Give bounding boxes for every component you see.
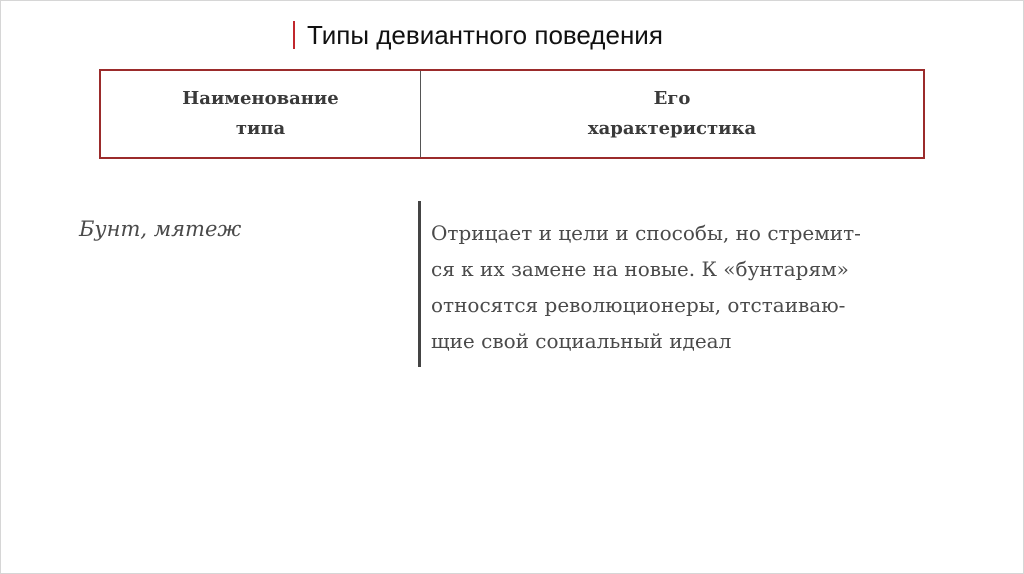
description-line: щие свой социальный идеал — [431, 329, 732, 353]
table-row — [1, 197, 1024, 367]
header-characteristic: Его характеристика — [587, 88, 757, 139]
row-description — [431, 215, 971, 359]
description-line: ся к их замене на новые. К «бунтарям» — [431, 257, 849, 281]
description-line: Отрицает и цели и способы, но стремит- — [431, 221, 861, 245]
description-line: относятся революционеры, отстаиваю- — [431, 293, 846, 317]
table-header — [99, 69, 925, 159]
column-divider — [418, 201, 421, 367]
title-block — [293, 19, 663, 51]
row-type-name: Бунт, мятеж — [79, 217, 242, 241]
page-title: Типы девиантного поведения — [307, 19, 663, 50]
header-type-name: Наименование типа — [101, 71, 421, 157]
title-accent-bar — [293, 21, 295, 49]
